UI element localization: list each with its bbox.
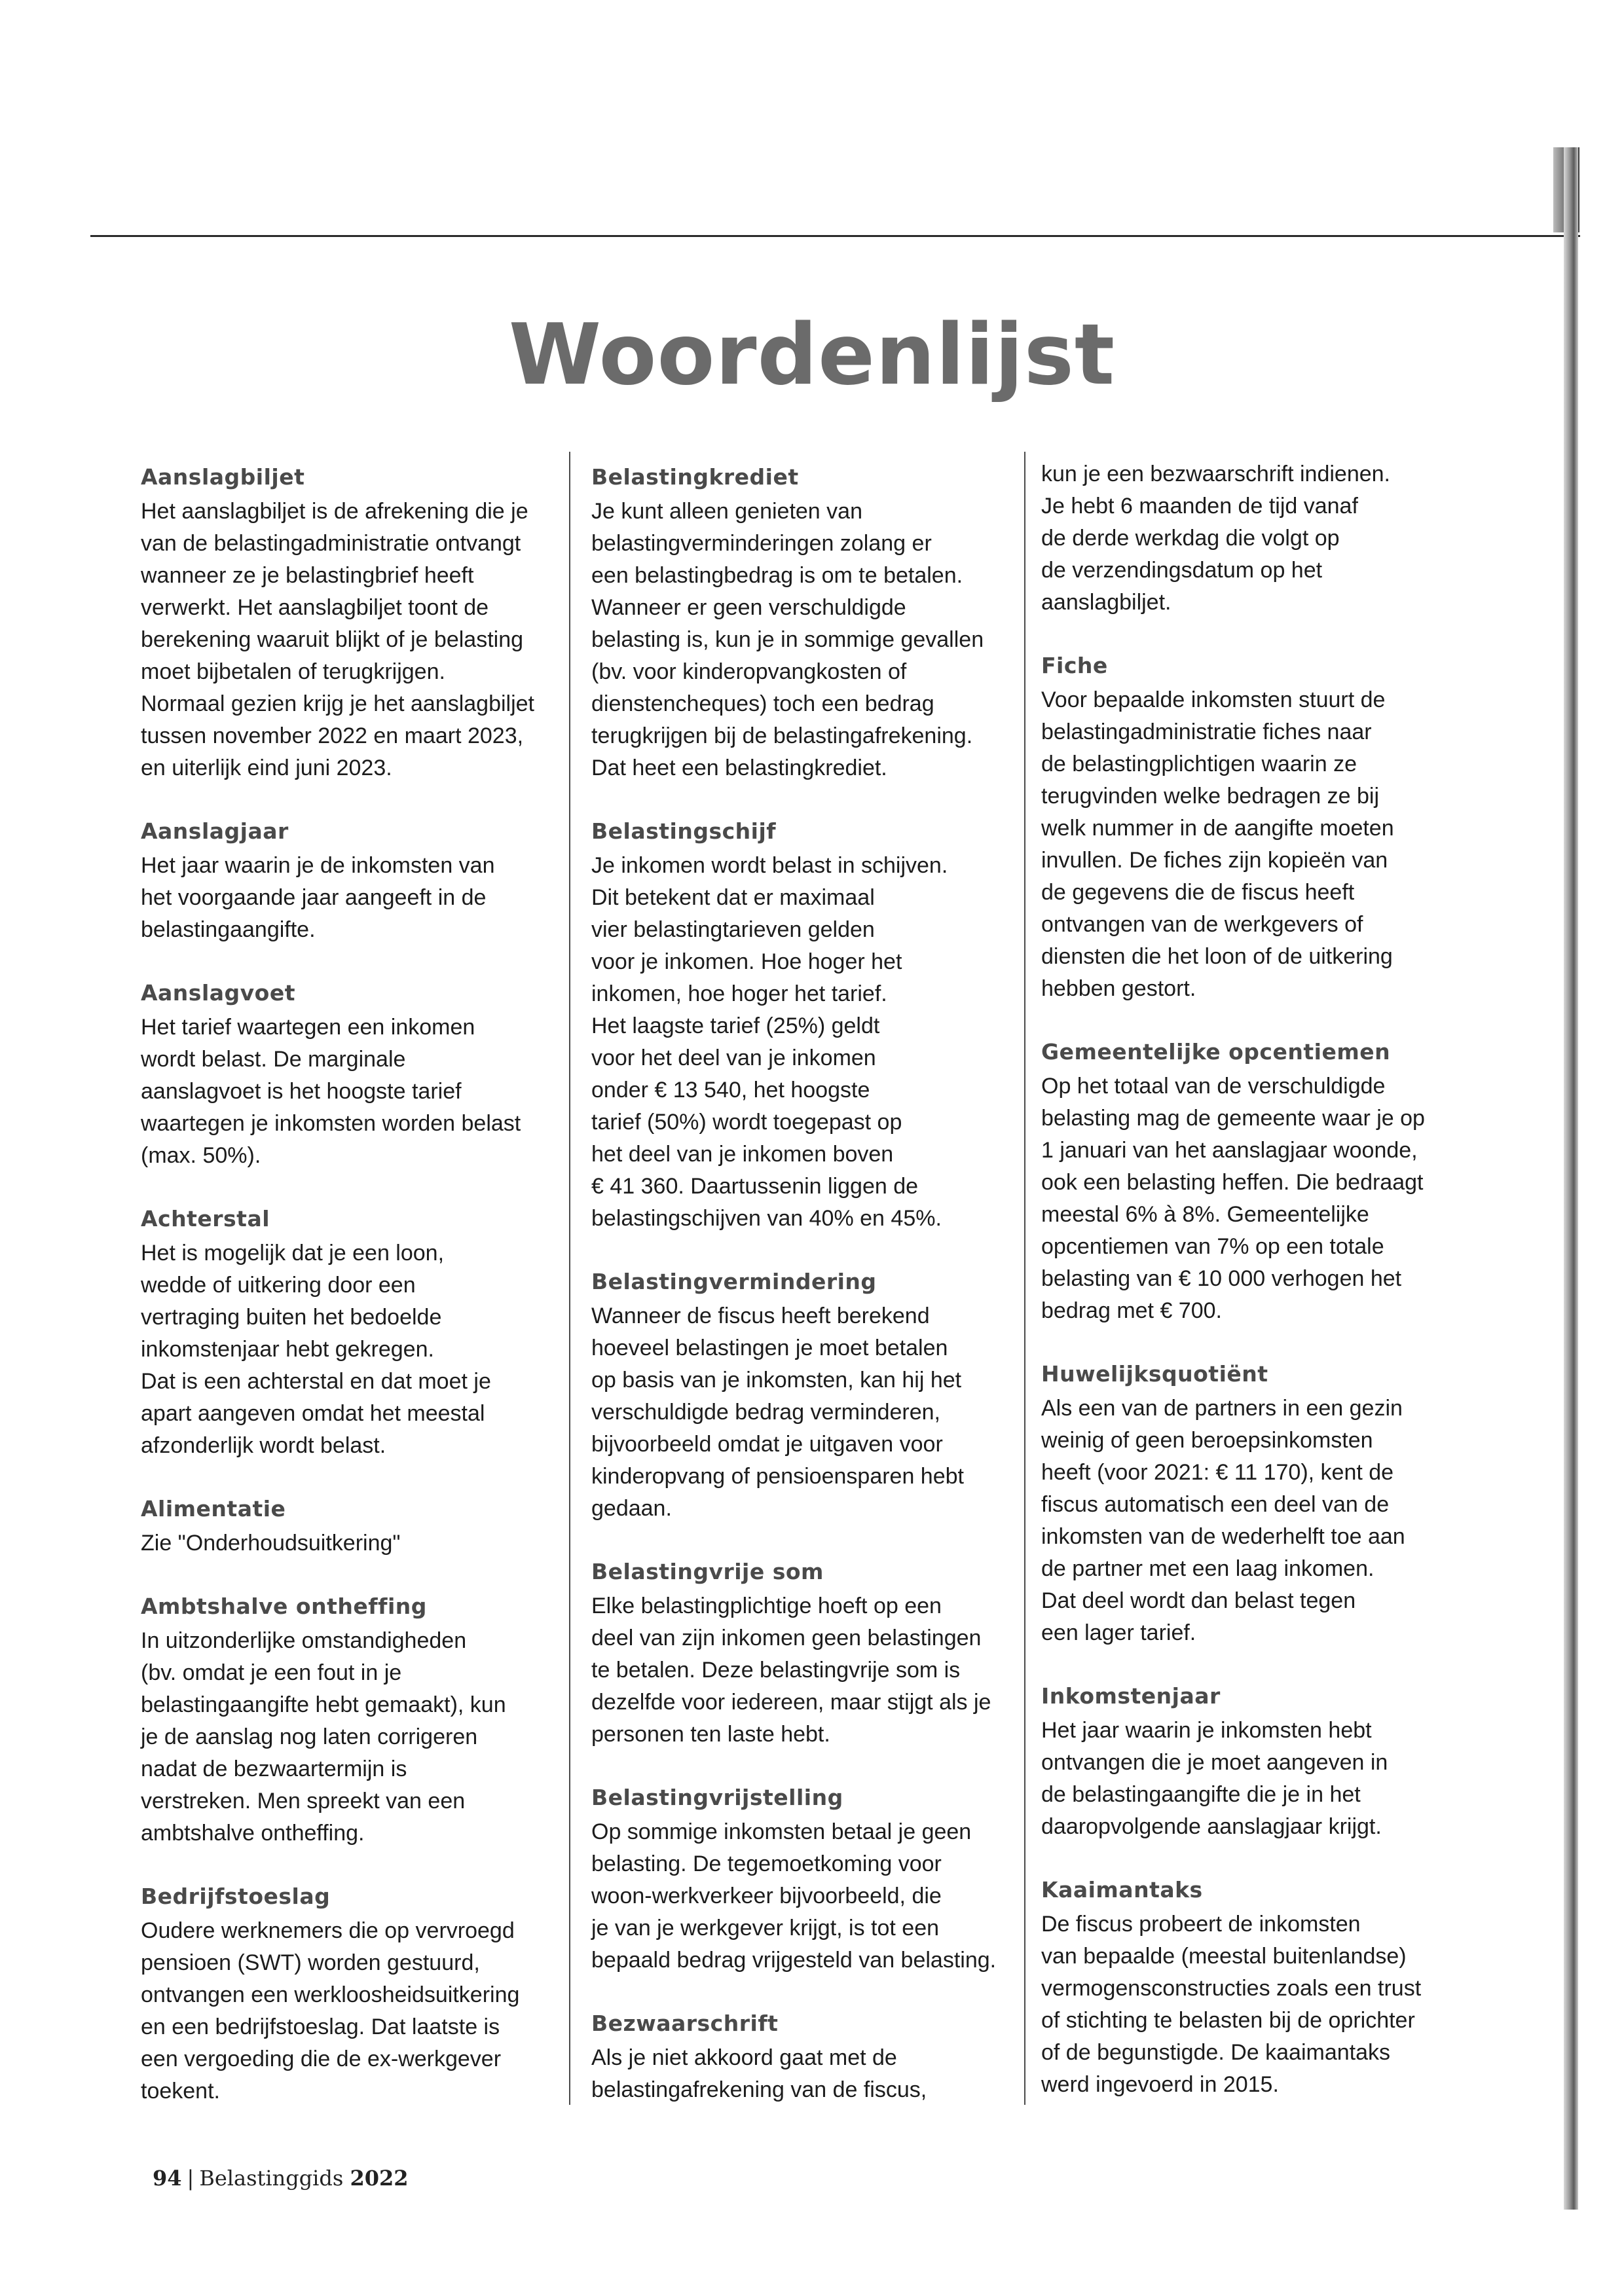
column-3 <box>1041 458 1486 2132</box>
glossary-definition: Wanneer de fiscus heeft berekend hoeveel belastingen je moet betalen op basis van je inkomsten, kan hij het verschuldigde bedrag verminderen, bijvoorbeeld omdat je uitgaven voor kinderopvang of pensioensparen hebt gedaan. <box>591 1303 964 1521</box>
glossary-term: Fiche <box>1041 653 1108 678</box>
glossary-entry <box>591 816 1037 1235</box>
glossary-definition: Het jaar waarin je de inkomsten van het voorgaande jaar aangeeft in de belastingaangifte. <box>141 853 495 942</box>
glossary-definition: Het jaar waarin je inkomsten hebt ontvangen die je moet aangeven in de belastingaangifte die je in het daaropvolgende aanslagjaar krijgt. <box>1041 1718 1388 1839</box>
glossary-term: Alimentatie <box>141 1496 286 1522</box>
glossary-definition: Voor bepaalde inkomsten stuurt de belastingadministratie fiches naar de belastingplichtigen waarin ze terugvinden welke bedragen ze bij welk nummer in de aangifte moeten invullen. De fiches zijn kopieën van de gegevens die de fiscus heeft ontvangen van de werkgevers of diensten die het loon of de uitkering hebben gestort. <box>1041 687 1394 1001</box>
glossary-definition: Op het totaal van de verschuldigde belasting mag de gemeente waar je op 1 januari van het aanslagjaar woonde, ook een belasting heffen. Die bedraagt meestal 6% à 8%. Gemeentelijke opcentiemen van 7% op een totale belasting van € 10 000 verhogen het bedrag met € 700. <box>1041 1074 1425 1323</box>
glossary-term: Ambtshalve ontheffing <box>141 1594 427 1619</box>
publication-year: 2022 <box>350 2166 409 2191</box>
entry-continuation: kun je een bezwaarschrift indienen. Je hebt 6 maanden de tijd vanaf de derde werkdag die volgt op de verzendingsdatum op het aanslagbiljet. <box>1041 462 1390 615</box>
glossary-term: Belastingvermindering <box>591 1269 877 1294</box>
glossary-term: Achterstal <box>141 1206 270 1231</box>
page-number: 94 <box>153 2166 182 2191</box>
glossary-definition: Als een van de partners in een gezin weinig of geen beroepsinkomsten heeft (voor 2021: € 11 170), kent de fiscus automatisch een deel van de inkomsten van de wederhelft toe aan de partner met een laag inkomen. Dat deel wordt dan belast tegen een lager tarief. <box>1041 1396 1405 1645</box>
glossary-term: Bezwaarschrift <box>591 2011 779 2036</box>
glossary-definition: Elke belastingplichtige hoeft op een deel van zijn inkomen geen belastingen te betalen. Deze belastingvrije som is dezelfde voor iedereen, maar stijgt als je personen ten laste hebt. <box>591 1594 991 1747</box>
glossary-term: Belastingkrediet <box>591 464 799 490</box>
glossary-entry <box>591 1556 1037 1751</box>
glossary-term: Gemeentelijke opcentiemen <box>1041 1039 1391 1065</box>
glossary-definition: Op sommige inkomsten betaal je geen belasting. De tegemoetkoming voor woon-werkverkeer bijvoorbeeld, die je van je werkgever krijgt, is tot een bepaald bedrag vrijgesteld van belasting. <box>591 1819 997 1973</box>
glossary-term: Belastingschijf <box>591 818 777 844</box>
glossary-term: Kaaimantaks <box>1041 1877 1203 1903</box>
binding-shadow <box>1564 147 1578 2210</box>
glossary-term: Huwelijksquotiënt <box>1041 1361 1268 1387</box>
glossary-term: Belastingvrijstelling <box>591 1785 843 1810</box>
glossary-term: Aanslagvoet <box>141 980 295 1006</box>
glossary-entry <box>591 1782 1037 1977</box>
glossary-term: Aanslagjaar <box>141 818 289 844</box>
glossary-definition: Het is mogelijk dat je een loon, wedde of uitkering door een vertraging buiten het bedoelde inkomstenjaar hebt gekregen. Dat is een achterstal en dat moet je apart aangeven omdat het meestal afzonderlijk wordt belast. <box>141 1241 491 1458</box>
glossary-term: Aanslagbiljet <box>141 464 305 490</box>
footer-separator: | <box>187 2166 194 2191</box>
glossary-definition: De fiscus probeert de inkomsten van bepaalde (meestal buitenlandse) vermogensconstructies zoals een trust of stichting te belasten bij de oprichter of de begunstigde. De kaaimantaks werd ingevoerd in 2015. <box>1041 1912 1422 2097</box>
glossary-entry <box>591 2008 1037 2106</box>
glossary-entry <box>591 1266 1037 1525</box>
glossary-entry <box>141 1493 586 1559</box>
glossary-entry <box>141 1203 586 1462</box>
page-title: Woordenlijst <box>508 306 1116 404</box>
glossary-definition: Zie "Onderhoudsuitkering" <box>141 1531 401 1556</box>
glossary-entry <box>141 1591 586 1850</box>
glossary-term: Belastingvrije som <box>591 1559 824 1584</box>
glossary-entry <box>1041 1681 1486 1843</box>
glossary-definition: In uitzonderlijke omstandigheden (bv. omdat je een fout in je belastingaangifte hebt gemaakt), kun je de aanslag nog laten corrigeren nadat de bezwaartermijn is verstreken. Men spreekt van een ambtshalve ontheffing. <box>141 1628 506 1846</box>
glossary-entry <box>141 977 586 1172</box>
glossary-definition: Als je niet akkoord gaat met de belastingafrekening van de fiscus, <box>591 2045 927 2102</box>
glossary-entry <box>1041 1874 1486 2101</box>
column-2 <box>591 462 1037 2138</box>
publication-name: Belastinggids <box>199 2166 344 2191</box>
glossary-entry <box>141 462 586 784</box>
glossary-entry <box>141 1881 586 2107</box>
page-footer <box>153 2166 409 2191</box>
glossary-definition: Je kunt alleen genieten van belastingverminderingen zolang er een belastingbedrag is om te betalen. Wanneer er geen verschuldigde belasting is, kun je in sommige gevallen (bv. voor kinderopvangkosten of dienstencheques) toch een bedrag terugkrijgen bij de belastingafrekening. Dat heet een belastingkrediet. <box>591 499 984 780</box>
top-rule <box>90 235 1580 237</box>
glossary-definition: Het tarief waartegen een inkomen wordt belast. De marginale aanslagvoet is het hoogste tarief waartegen je inkomsten worden belast (max. 50%). <box>141 1015 521 1168</box>
glossary-definition: Het aanslagbiljet is de afrekening die je van de belastingadministratie ontvangt wanneer ze je belastingbrief heeft verwerkt. Het aanslagbiljet toont de berekening waaruit blijkt of je belasting moet bijbetalen of terugkrijgen. Normaal gezien krijg je het aanslagbiljet tussen november 2022 en maart 2023, en uiterlijk eind juni 2023. <box>141 499 534 780</box>
glossary-term: Inkomstenjaar <box>1041 1683 1221 1709</box>
glossary-term: Bedrijfstoeslag <box>141 1884 331 1909</box>
glossary-entry <box>591 462 1037 784</box>
glossary-entry <box>141 816 586 946</box>
glossary-entry <box>1041 1358 1486 1649</box>
glossary-definition: Je inkomen wordt belast in schijven. Dit betekent dat er maximaal vier belastingtarieven gelden voor je inkomen. Hoe hoger het inkomen, hoe hoger het tarief. Het laagste tarief (25%) geldt voor het deel van je inkomen onder € 13 540, het hoogste tarief (50%) wordt toegepast op het deel van je inkomen boven € 41 360. Daartussenin liggen de belastingschijven van 40% en 45%. <box>591 853 948 1231</box>
glossary-definition: Oudere werknemers die op vervroegd pensioen (SWT) worden gestuurd, ontvangen een werkloosheidsuitkering en een bedrijfstoeslag. Dat laatste is een vergoeding die de ex-werkgever toekent. <box>141 1918 520 2104</box>
glossary-entry <box>1041 1036 1486 1327</box>
column-1 <box>141 462 586 2139</box>
glossary-entry <box>1041 650 1486 1005</box>
